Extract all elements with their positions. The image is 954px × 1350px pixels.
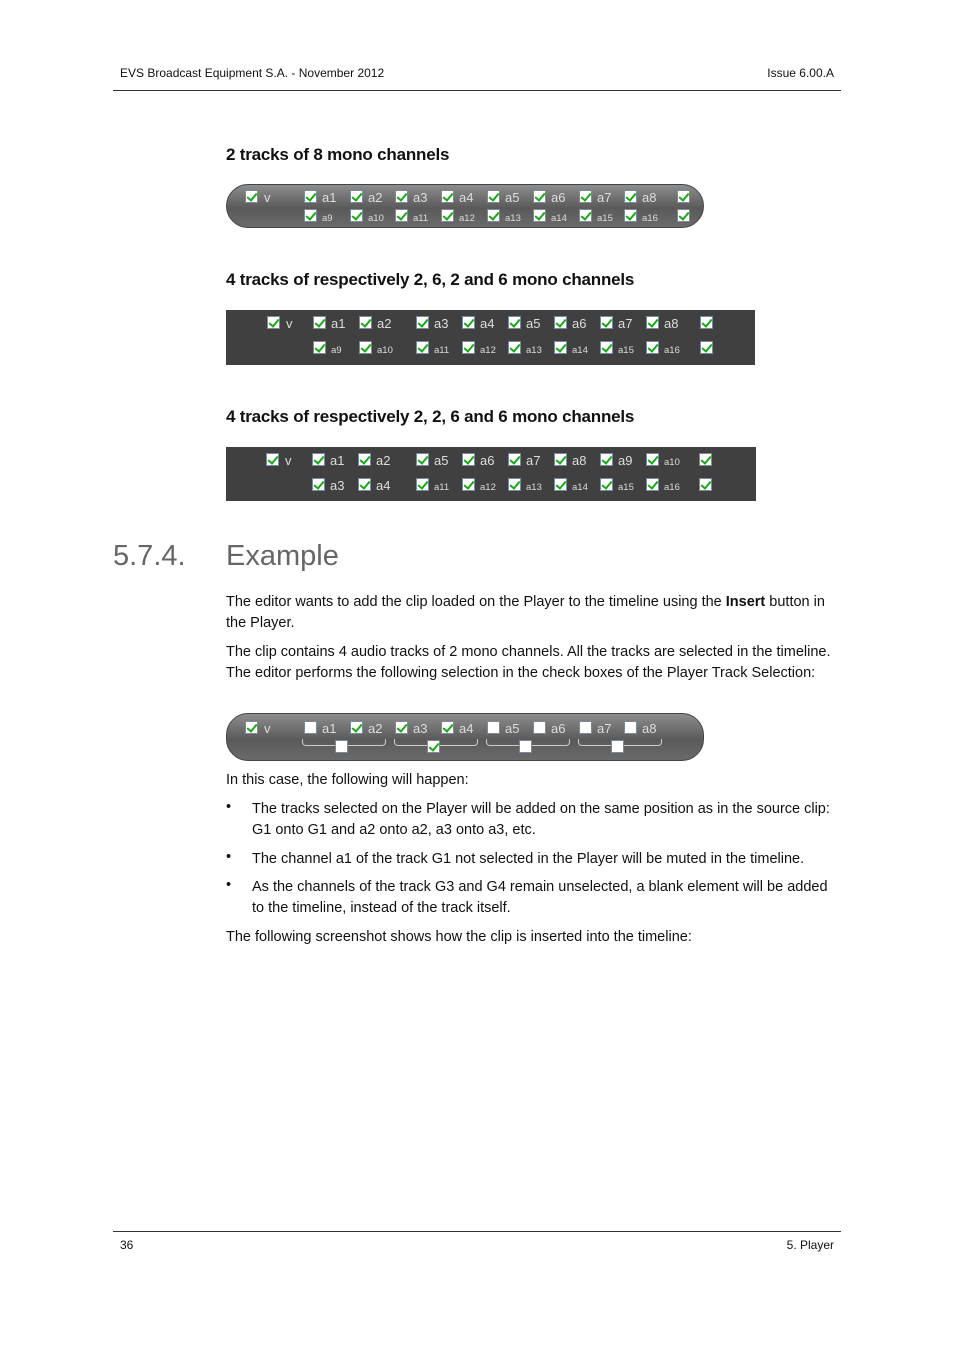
channel-label-a3: a3 — [330, 478, 345, 493]
channel-label-a16: a16 — [664, 482, 680, 493]
channel-checkbox-a8[interactable] — [624, 721, 637, 734]
page-number: 36 — [120, 1238, 134, 1252]
video-checkbox[interactable] — [245, 190, 258, 203]
track-panel-2 — [226, 310, 755, 365]
channel-label-a4: a4 — [376, 478, 391, 493]
channel-checkbox-a5[interactable] — [508, 316, 521, 329]
channel-checkbox-a7[interactable] — [579, 721, 592, 734]
channel-label-a6: a6 — [572, 316, 587, 331]
channel-label-a7: a7 — [618, 316, 633, 331]
channel-checkbox-a11[interactable] — [416, 478, 429, 491]
channel-label-a4: a4 — [459, 721, 474, 736]
channel-label-a15: a15 — [618, 345, 634, 356]
group-checkbox-4[interactable] — [611, 740, 624, 753]
bullet-mark: • — [226, 877, 232, 893]
channel-checkbox-a3[interactable] — [416, 316, 429, 329]
video-label: v — [286, 316, 293, 331]
channel-checkbox-a12[interactable] — [462, 478, 475, 491]
channel-label-a13: a13 — [526, 345, 542, 356]
paragraph-1: The editor wants to add the clip loaded on the Player to the timeline using the Insert button in the Player. — [226, 594, 825, 631]
section-heading-3: 4 tracks of respectively 2, 2, 6 and 6 mono channels — [226, 407, 635, 426]
group-checkbox-2[interactable] — [427, 740, 440, 753]
channel-label-a5: a5 — [505, 190, 520, 205]
channel-label-a12: a12 — [459, 213, 475, 224]
channel-checkbox-a14[interactable] — [554, 341, 567, 354]
channel-checkbox-a15[interactable] — [579, 209, 592, 222]
channel-checkbox-a14[interactable] — [533, 209, 546, 222]
video-label: v — [264, 721, 271, 736]
channel-label-a2: a2 — [368, 190, 383, 205]
channel-label-a11: a11 — [413, 213, 429, 224]
channel-checkbox-a16[interactable] — [646, 341, 659, 354]
channel-label-a8: a8 — [664, 316, 679, 331]
channel-checkbox-a2[interactable] — [350, 721, 363, 734]
channel-checkbox-a4[interactable] — [441, 190, 454, 203]
channel-checkbox-a9[interactable] — [600, 453, 613, 466]
channel-checkbox-a12[interactable] — [462, 341, 475, 354]
channel-label-a2: a2 — [376, 453, 391, 468]
bullet-mark: • — [226, 799, 232, 815]
channel-checkbox-a16[interactable] — [624, 209, 637, 222]
channel-checkbox-a1[interactable] — [304, 190, 317, 203]
paragraph-4: The following screenshot shows how the clip is inserted into the timeline: — [226, 929, 692, 945]
channel-label-a13: a13 — [526, 482, 542, 493]
channel-checkbox-a1[interactable] — [312, 453, 325, 466]
channel-label-a14: a14 — [572, 345, 588, 356]
channel-checkbox-a10[interactable] — [646, 453, 659, 466]
channel-checkbox-a5[interactable] — [487, 190, 500, 203]
channel-label-a6: a6 — [480, 453, 495, 468]
header-left: EVS Broadcast Equipment S.A. - November 2012 — [120, 66, 385, 80]
channel-label-a8: a8 — [642, 721, 657, 736]
channel-label-a8: a8 — [572, 453, 587, 468]
channel-checkbox-a1[interactable] — [313, 316, 326, 329]
channel-label-a6: a6 — [551, 190, 566, 205]
channel-checkbox-a2[interactable] — [359, 316, 372, 329]
channel-checkbox-a8[interactable] — [646, 316, 659, 329]
channel-checkbox-a9[interactable] — [304, 209, 317, 222]
channel-label-a2: a2 — [377, 316, 392, 331]
channel-label-a1: a1 — [322, 721, 337, 736]
channel-label-a9: a9 — [322, 213, 333, 224]
all-channels-checkbox-row-2[interactable] — [677, 209, 690, 222]
channel-label-a4: a4 — [459, 190, 474, 205]
bullet-item-3: As the channels of the track G3 and G4 remain unselected, a blank element will be added to the timeline, instead of the track itself. — [252, 879, 828, 916]
channel-checkbox-a13[interactable] — [508, 478, 521, 491]
channel-checkbox-a14[interactable] — [554, 478, 567, 491]
track-panel-3 — [226, 447, 756, 501]
channel-label-a15: a15 — [618, 482, 634, 493]
channel-label-a9: a9 — [331, 345, 342, 356]
channel-checkbox-a6[interactable] — [554, 316, 567, 329]
channel-checkbox-a7[interactable] — [579, 190, 592, 203]
channel-checkbox-a4[interactable] — [462, 316, 475, 329]
channel-checkbox-a15[interactable] — [600, 341, 613, 354]
channel-label-a11: a11 — [434, 345, 450, 356]
section-heading-2: 4 tracks of respectively 2, 6, 2 and 6 mono channels — [226, 270, 635, 289]
section-number: 5.7.4. — [113, 540, 186, 572]
channel-checkbox-a3[interactable] — [395, 190, 408, 203]
group-checkbox-3[interactable] — [519, 740, 532, 753]
channel-checkbox-a15[interactable] — [600, 478, 613, 491]
footer-chapter: 5. Player — [786, 1238, 834, 1252]
channel-checkbox-a16[interactable] — [646, 478, 659, 491]
channel-checkbox-a7[interactable] — [600, 316, 613, 329]
channel-label-a10: a10 — [664, 457, 680, 468]
channel-checkbox-a8[interactable] — [554, 453, 567, 466]
video-label: v — [264, 190, 271, 205]
channel-checkbox-a6[interactable] — [533, 190, 546, 203]
channel-label-a9: a9 — [618, 453, 633, 468]
channel-label-a1: a1 — [331, 316, 346, 331]
channel-label-a5: a5 — [505, 721, 520, 736]
channel-label-a16: a16 — [664, 345, 680, 356]
channel-label-a8: a8 — [642, 190, 657, 205]
channel-label-a11: a11 — [434, 482, 450, 493]
header-rule — [113, 90, 841, 91]
channel-label-a13: a13 — [505, 213, 521, 224]
channel-checkbox-a5[interactable] — [487, 721, 500, 734]
channel-label-a1: a1 — [330, 453, 345, 468]
channel-checkbox-a11[interactable] — [416, 341, 429, 354]
channel-checkbox-a6[interactable] — [462, 453, 475, 466]
section-heading-1: 2 tracks of 8 mono channels — [226, 145, 450, 164]
channel-label-a7: a7 — [597, 721, 612, 736]
channel-checkbox-a8[interactable] — [624, 190, 637, 203]
channel-label-a7: a7 — [526, 453, 541, 468]
channel-checkbox-a13[interactable] — [487, 209, 500, 222]
channel-label-a5: a5 — [434, 453, 449, 468]
channel-label-a3: a3 — [413, 721, 428, 736]
channel-checkbox-a9[interactable] — [313, 341, 326, 354]
channel-checkbox-a7[interactable] — [508, 453, 521, 466]
channel-label-a6: a6 — [551, 721, 566, 736]
channel-label-a5: a5 — [526, 316, 541, 331]
all-channels-checkbox-row-1[interactable] — [677, 190, 690, 203]
channel-label-a3: a3 — [434, 316, 449, 331]
channel-label-a14: a14 — [551, 213, 567, 224]
channel-label-a2: a2 — [368, 721, 383, 736]
all-channels-checkbox-row-1[interactable] — [699, 453, 712, 466]
channel-checkbox-a13[interactable] — [508, 341, 521, 354]
bullet-item-2: The channel a1 of the track G1 not selected in the Player will be muted in the timeline. — [252, 851, 805, 867]
channel-label-a16: a16 — [642, 213, 658, 224]
channel-checkbox-a5[interactable] — [416, 453, 429, 466]
paragraph-2: The clip contains 4 audio tracks of 2 mono channels. All the tracks are selected in the timeline. The editor performs the following selection in the check boxes of the Player Track Selection: — [226, 644, 831, 681]
channel-label-a12: a12 — [480, 482, 496, 493]
bullet-mark: • — [226, 849, 232, 865]
paragraph-3: In this case, the following will happen: — [226, 772, 469, 788]
channel-checkbox-a6[interactable] — [533, 721, 546, 734]
channel-label-a1: a1 — [322, 190, 337, 205]
section-title: Example — [226, 540, 339, 572]
channel-checkbox-a2[interactable] — [358, 453, 371, 466]
channel-checkbox-a10[interactable] — [350, 209, 363, 222]
channel-label-a12: a12 — [480, 345, 496, 356]
channel-label-a10: a10 — [377, 345, 393, 356]
channel-checkbox-a10[interactable] — [359, 341, 372, 354]
track-selection-panel — [226, 713, 704, 761]
group-checkbox-1[interactable] — [335, 740, 348, 753]
track-panel-1 — [226, 184, 704, 228]
channel-checkbox-a11[interactable] — [395, 209, 408, 222]
video-checkbox[interactable] — [245, 721, 258, 734]
video-checkbox[interactable] — [266, 453, 279, 466]
channel-checkbox-a2[interactable] — [350, 190, 363, 203]
video-checkbox[interactable] — [267, 316, 280, 329]
channel-label-a10: a10 — [368, 213, 384, 224]
channel-label-a3: a3 — [413, 190, 428, 205]
bullet-item-1: The tracks selected on the Player will be added on the same position as in the source clip: G1 onto G1 and a2 onto a2, a3 onto a3, etc. — [252, 801, 830, 838]
all-channels-checkbox-row-1[interactable] — [700, 316, 713, 329]
channel-label-a4: a4 — [480, 316, 495, 331]
channel-label-a14: a14 — [572, 482, 588, 493]
channel-checkbox-a3[interactable] — [312, 478, 325, 491]
channel-checkbox-a3[interactable] — [395, 721, 408, 734]
channel-checkbox-a4[interactable] — [358, 478, 371, 491]
all-channels-checkbox-row-2[interactable] — [699, 478, 712, 491]
channel-checkbox-a12[interactable] — [441, 209, 454, 222]
channel-label-a7: a7 — [597, 190, 612, 205]
header-right: Issue 6.00.A — [767, 66, 834, 80]
channel-checkbox-a4[interactable] — [441, 721, 454, 734]
all-channels-checkbox-row-2[interactable] — [700, 341, 713, 354]
channel-label-a15: a15 — [597, 213, 613, 224]
footer-rule — [113, 1231, 841, 1232]
video-label: v — [285, 453, 292, 468]
channel-checkbox-a1[interactable] — [304, 721, 317, 734]
